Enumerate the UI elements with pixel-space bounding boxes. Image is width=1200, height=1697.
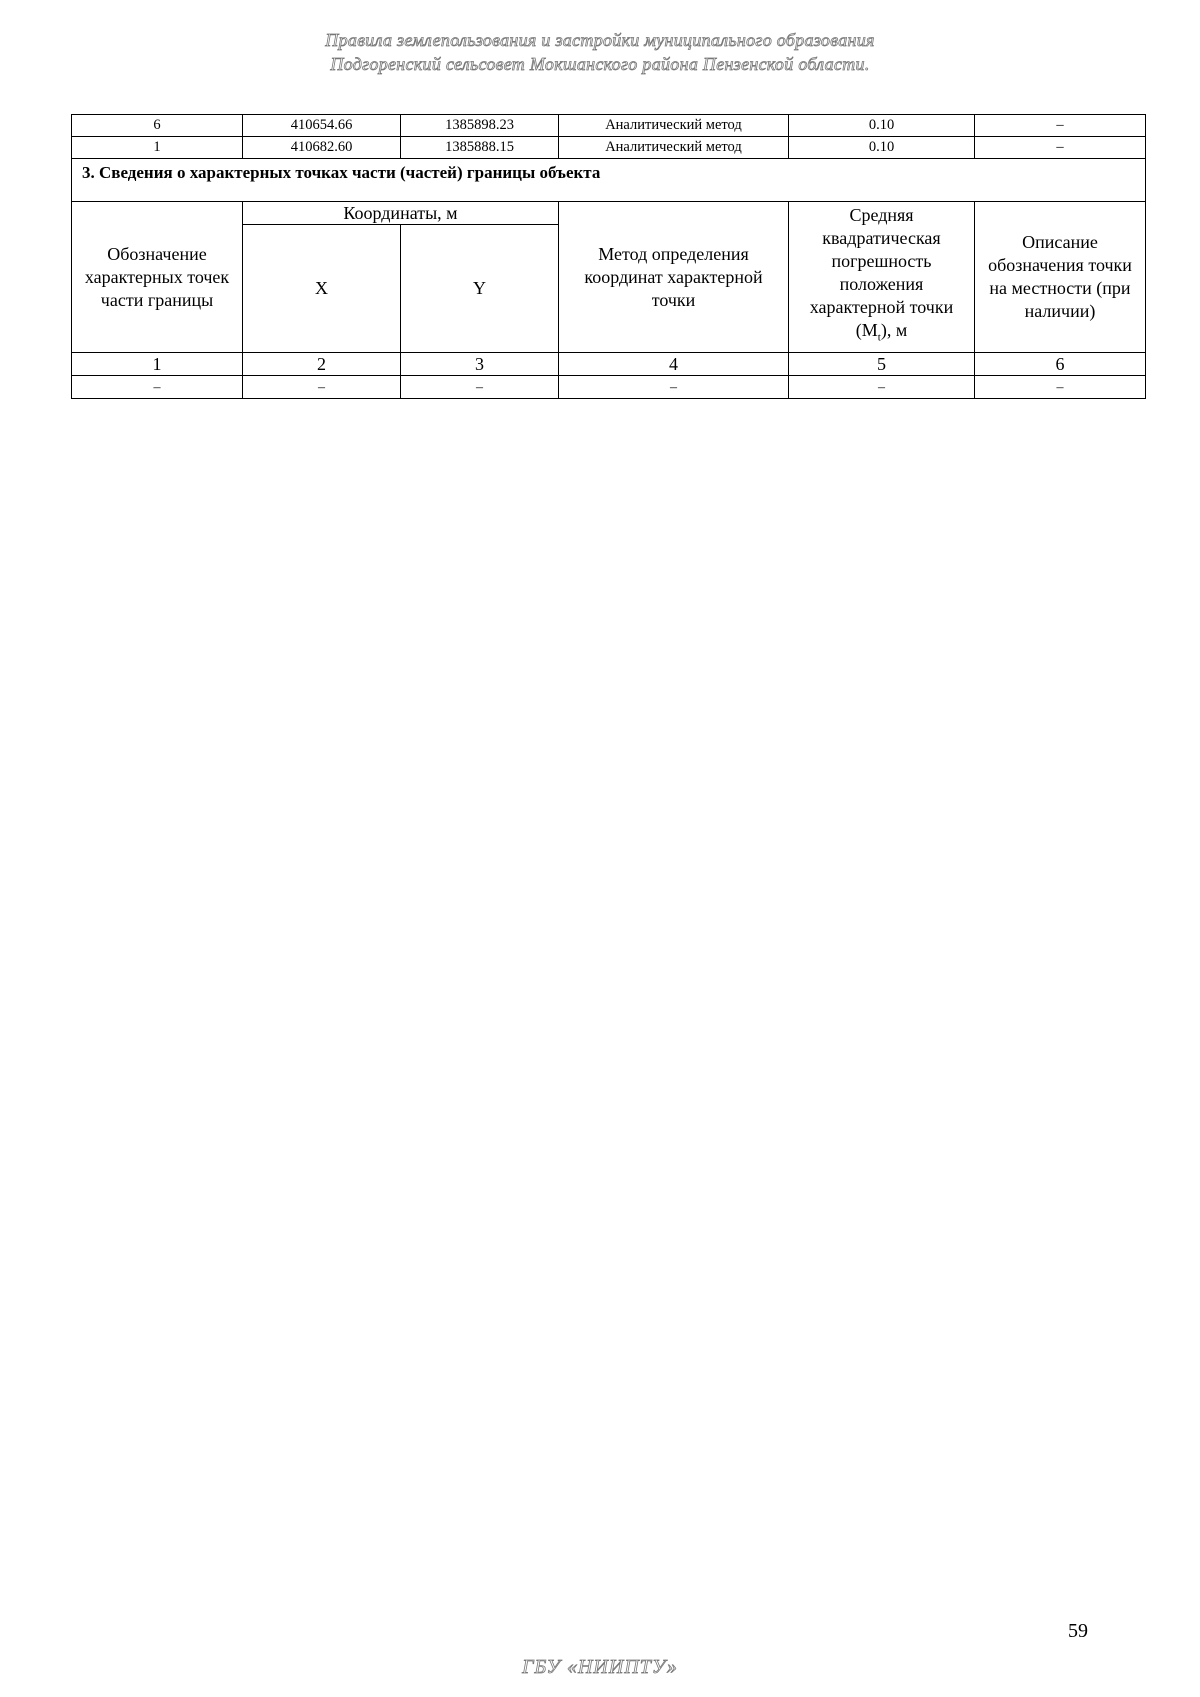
method-cell: Аналитический метод [559,137,789,159]
table-row [72,376,1146,399]
designation-header: Обозначение характерных точек части границы [72,202,243,353]
method-cell: Аналитический метод [559,115,789,137]
accuracy-header-main: Средняя квадратическая погрешность положения характерной точки (M [809,205,954,341]
x-header: X [243,225,401,353]
header-line-1: Правила землепользования и застройки муниципального образования [325,30,875,50]
description-header: Описание обозначения точки на местности (при наличии) [975,202,1146,353]
page-number: 59 [1068,1620,1088,1642]
column-number-row [72,353,1146,376]
empty-cell: – [559,376,789,399]
y-header: Y [401,225,559,353]
column-number: 4 [559,353,789,376]
method-header: Метод определения координат характерной точки [559,202,789,353]
section-title-row [72,159,1146,202]
x-cell: 410654.66 [243,115,401,137]
description-cell: – [975,137,1146,159]
header-line-2: Подгоренский сельсовет Мокшанского района Пензенской области. [330,54,870,74]
y-cell: 1385888.15 [401,137,559,159]
description-cell: – [975,115,1146,137]
accuracy-header-tail: ), м [880,320,908,341]
column-number: 1 [72,353,243,376]
characteristic-points-table [71,114,1146,399]
document-header [0,28,1200,76]
empty-cell: – [789,376,975,399]
coordinates-header: Координаты, м [243,202,559,225]
document-footer: ГБУ «НИИПТУ» [522,1656,678,1678]
y-cell: 1385898.23 [401,115,559,137]
empty-cell: – [72,376,243,399]
header-row [72,202,1146,225]
empty-cell: – [243,376,401,399]
accuracy-header [789,202,975,353]
table-row [72,115,1146,137]
column-number: 6 [975,353,1146,376]
accuracy-header-sub: t [877,331,881,344]
column-number: 5 [789,353,975,376]
point-cell: 6 [72,115,243,137]
accuracy-cell: 0.10 [789,137,975,159]
column-number: 3 [401,353,559,376]
column-number: 2 [243,353,401,376]
empty-cell: – [401,376,559,399]
table-row [72,137,1146,159]
accuracy-cell: 0.10 [789,115,975,137]
section-title: 3. Сведения о характерных точках части (частей) границы объекта [72,159,1146,202]
x-cell: 410682.60 [243,137,401,159]
point-cell: 1 [72,137,243,159]
empty-cell: – [975,376,1146,399]
